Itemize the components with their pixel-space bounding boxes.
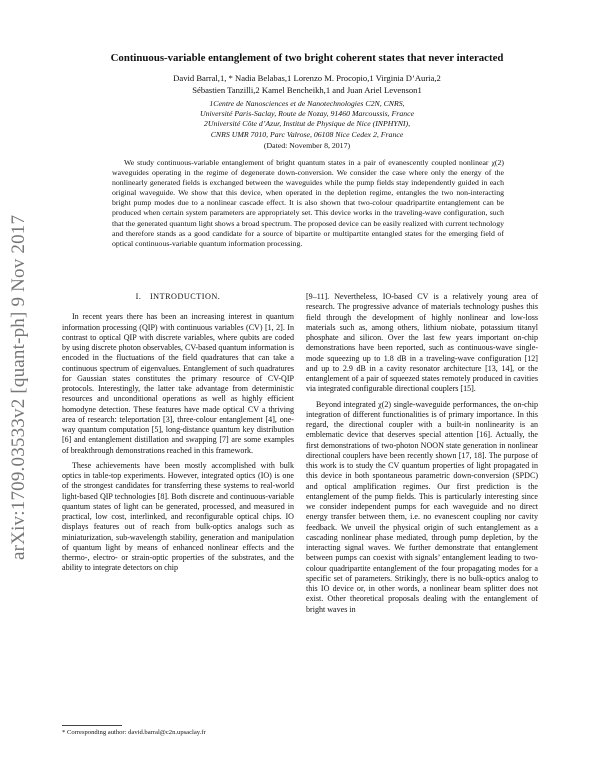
section-name: INTRODUCTION. [149,292,221,301]
affiliations [80,99,534,140]
affiliation-line: 1Centre de Nanosciences et de Nanotechnologies C2N, CNRS, [209,99,405,108]
date-line: (Dated: November 8, 2017) [263,141,351,150]
paper-title: Continuous-variable entanglement of two bright coherent states that never interacted [110,52,504,64]
author-list [80,73,534,96]
right-column [306,292,538,615]
left-column [62,292,294,574]
affiliation-line: Université Paris-Saclay, Route de Nozay, 91460 Marcoussis, France [199,109,415,119]
author-line-2: Sébastien Tanzilli,2 Kamel Bencheikh,1 and Juan Ariel Levenson1 [192,84,422,95]
section-heading [62,292,294,302]
paragraph: [9–11]. Nevertheless, IO-based CV is a relatively young area of research. The progressive advance of materials technology pushes this field through the development of highly nonlinear and low-loss materials such as, among others, lithium niobate, potassium titanyl phosphate and silicon. Over the last few years important on-chip demonstrations have been reported, such as continuous-wave single-mode squeezing up to 1.8 dB in a traveling-wave configuration [12] and up to 2.9 dB in a cavity resonator architecture [13, 14], or the entanglement of a pair of squeezed states remotely produced in cavities via integrated configurable directional couplers [15]. [306,292,538,394]
footnote: * Corresponding author: david.barral@c2n.upsaclay.fr [62,729,206,736]
affiliation-line: CNRS UMR 7010, Parc Valrose, 06108 Nice Cedex 2, France [210,129,404,139]
paragraph: These achievements have been mostly accomplished with bulk optics in table-top experiments. However, integrated optics (IO) is one of the strongest candidates for transferring these systems to real-world light-based QIP technologies [8]. Both discrete and continuous-variable quantum states of light can be generated, processed, and measured in practical, low cost, interlinked, and reconfigurable optical chips. IO displays features out of reach from bulk-optics analogs such as miniaturization, sub-wavelength stability, generation and manipulation of quantum light by means of enhanced nonlinear effects and the thermo-, electro- or strain-optic properties of the substrates, and the ability to integrate detectors on chip [62,460,294,573]
section-number: I. [135,292,142,301]
paragraph: In recent years there has been an increasing interest in quantum information processing (QIP) with continuous variables (CV) [1, 2]. In contrast to optical QIP with discrete variables, where qubits are coded by using discrete photon observables, CV-based quantum information is encoded in the fluctuations of the field quadratures that can take a continuous spectrum of eigenvalues. Entanglement of such quadratures for Gaussian states constitutes the primary resource of CV-QIP protocols. Interestingly, the latter take advantage from deterministic resources and unconditional operations as well as highly efficient homodyne detection. These features have made optical CV a thriving area of research: teleportation [3], three-colour entanglement [4], one-way quantum computation [5], long-distance quantum key distribution [6] and entanglement distillation and swapping [7] are some examples of breakthrough demonstrations reached in this framework. [62,312,294,455]
author-line-1: David Barral,1, * Nadia Belabas,1 Lorenzo M. Procopio,1 Virginia D’Auria,2 [173,73,441,83]
affiliation-line: 2Université Côte d’Azur, Institut de Physique de Nice (INPHYNI), [203,119,411,129]
abstract: We study continuous-variable entanglement of bright quantum states in a pair of evanescently coupled nonlinear χ(2) waveguides operating in the regime of degenerate down-conversion. We consider the case where only the energy of the nonlinearly generated fields is exchanged between the waveguides while the pump fields stay independently guided in each original waveguide. We show that this device, when operated in the depletion regime, entangles the two non-interacting bright pump modes due to a nonlinear cascade effect. It is also shown that two-colour quadripartite entanglement can be produced when certain system parameters are appropriately set. This device works in the traveling-wave configuration, such that the generated quantum light shows a broad spectrum. The proposed device can be easily realized with current technology and therefore stands as a good candidate for a source of bipartite or multipartite entangled states for the emerging field of optical continuous-variable quantum information processing. [112,158,504,248]
paragraph: Beyond integrated χ(2) single-waveguide performances, the on-chip integration of different functionalities is of primary importance. In this regard, the directional coupler with a built-in nonlinearity is an emblematic device that deserves special attention [16]. Actually, the first demonstrations of two-photon NOON state generation in nonlinear directional couplers have been recently shown [17, 18]. The purpose of this work is to study the CV quantum properties of light propagated in this device in both spontaneous parametric down-conversion (SPDC) and optical amplification regimes. Our first prediction is the entanglement of the pump fields. This is particularly interesting since we consider independent pumps for each waveguide and no direct energy transfer between them, i.e. no evanescent coupling nor cavity feedback. We unveil the physical origin of such entanglement as a cascading nonlinear phase mediated, through pump depletion, by the interacting signal waves. We further demonstrate that entanglement between pumps can coexist with signals’ entanglement leading to two-colour quadripartite entanglement of the four propagating modes for a specific set of parameters. Strikingly, there is no bulk-optics analog to this IO device or, in other words, a nonlinear beam splitter does not exist. Other theoretical proposals dealing with the entanglement of bright waves in [306,399,538,614]
footnote-divider [62,725,122,726]
arxiv-identifier[interactable]: arXiv:1709.03533v2 [quant-ph] 9 Nov 2017 [8,214,29,560]
